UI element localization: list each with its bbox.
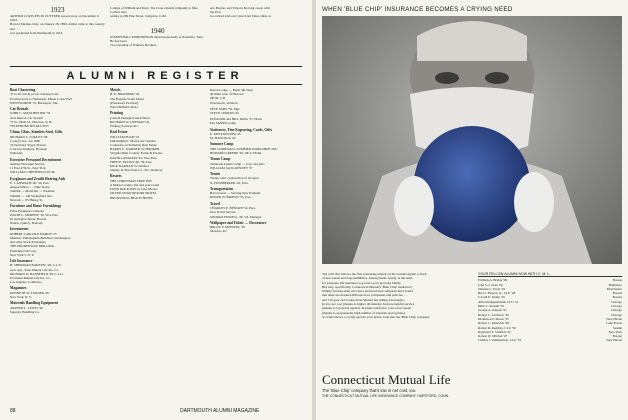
ad-headline: WHEN 'BLUE CHIP' INSURANCE BECOMES A CRYING NEED	[322, 6, 513, 13]
agent-name: Raymond F. Schmidt '43	[478, 329, 511, 334]
register-category: Eyeglasses and Zenith Hearing Aids	[10, 176, 66, 181]
register-entry: FRED E. ELLIOT JR. '36, Pres.	[110, 159, 153, 164]
register-entry: Stanley R. Bowlwell Co., Inc., Realtors	[110, 168, 163, 173]
register-column-1	[10, 88, 105, 404]
class-note-text: Born in Medina, Italy, on January 28, 1899, Arthur came to this country and	[10, 22, 105, 31]
agent-city: Boston	[612, 295, 622, 300]
register-entry: New York 5, N. Y.	[10, 252, 35, 257]
agent-name: Thomas C. Freel '18	[478, 286, 505, 291]
class-note-1940	[110, 6, 205, 47]
register-entry: DAVID LANGDON '42, Vice-Pres.	[110, 155, 158, 160]
agent-name: Robert W. Mitchel '47	[478, 334, 508, 339]
register-category: Real Estate	[110, 130, 128, 135]
register-entry: The Bayside South Motel	[110, 96, 144, 101]
register-category: Life Insurance	[10, 258, 33, 263]
divider	[10, 66, 302, 67]
ad-copy-line: (thanks to an unusually high number of benefits and options).	[322, 310, 406, 315]
class-note-text: was graduated from Dartmouth in 1923.	[10, 30, 63, 35]
register-entry: THE CHRISTMAS TREE INN	[110, 178, 152, 183]
register-category: Travel	[210, 201, 220, 206]
agent-city: Boston	[612, 334, 622, 339]
agent-city: Chicago	[611, 312, 622, 317]
class-year: 1940	[150, 26, 165, 35]
register-entry: RICHARD W. BANSFIELD '49, C.L.U.	[10, 271, 64, 276]
agent-name: Carroll E. Kemp '29	[478, 295, 505, 300]
register-entry: ELEANOR and BILL KING '37, Hosts	[210, 117, 262, 122]
surgeon-baby-photo	[322, 16, 622, 264]
register-entry: PETE SABY '56, Mgr.	[210, 106, 241, 111]
register-column-2	[110, 88, 205, 404]
register-category: Tennis Camp	[210, 157, 231, 162]
register-category: Summer Camp	[210, 142, 234, 147]
register-entry: H. E. BRAINERD '29	[110, 92, 140, 97]
register-entry: N. FUNSBERGER '42, Pres.	[210, 180, 249, 185]
ad-copy-line: The wall that follows the first reassuring smack on the bottom signals a flock	[322, 272, 427, 276]
register-entry: 37 to 40' sail & power cruising boats	[10, 92, 59, 97]
register-column-3	[210, 88, 305, 404]
register-entry: Superior Handling Co.	[10, 309, 40, 314]
agent-city: Chicago	[611, 299, 622, 304]
register-entry: Los Angeles, California	[10, 280, 42, 285]
agent-name: Robert C. Malevich '48	[478, 321, 509, 326]
register-category: Magazines	[10, 286, 27, 291]
class-note-text: JOSEPH HALL EDMONDSON died unexpectedly at Nashville, Tenn. He had been	[110, 34, 204, 43]
brand-address: THE CONNECTICUT MUTUAL LIFE INSURANCE COMPANY, HARTFORD, CONN.	[322, 394, 449, 398]
agent-name: Dilin C. Krusell '32	[478, 304, 504, 309]
agent-city: New Haven	[606, 316, 622, 321]
ad-copy-line: (thanks to top-notch agents). In plans tailored to your exact needs	[322, 306, 411, 311]
agent-city: Boston	[612, 291, 622, 296]
register-entry: GEORGE POWELL, JR. '43, Manager	[210, 214, 262, 219]
agent-city: New Haven	[606, 338, 622, 343]
agent-name: William A. Bridge '09	[478, 278, 508, 283]
register-entry: ROGER W. BROWN '53, Pres.	[210, 195, 252, 200]
class-note-text: vice president of Whitney Brothers.	[110, 43, 158, 48]
register-entry: Summit — 140 Springfield Ave.	[10, 193, 53, 198]
register-entry: Tennis court construction of all types	[210, 176, 259, 181]
register-entry: Barrowcrest — Serving New England	[210, 191, 261, 196]
ad-body-copy	[322, 272, 472, 319]
register-entry: Newark — 85 Halsey St.	[10, 197, 44, 202]
register-entry: E. KENYON (SIB) '43	[210, 132, 241, 137]
register-entry: Tamarack Tennis Camp — boys and girls	[210, 161, 265, 166]
register-entry: (Firestone's Pavilion)	[110, 100, 139, 105]
register-entry: JOHN C. MANCHESTER '33	[10, 111, 51, 116]
register-entry: ROBERT CARLISLE HARDY '25	[10, 231, 57, 236]
register-entry: RICHARD L. COOLEY '28	[10, 134, 48, 139]
register-entry: Member: Philadelphia-Baltimore-Washington	[10, 235, 71, 240]
ad-copy-line: and 119-year-old Connecticut Mutual has telling advantages.	[322, 297, 405, 302]
register-entry: Summit — Montclair — Paramus	[10, 189, 55, 194]
register-entry: West Hadfield, Mass.	[110, 105, 139, 110]
register-entry: Virginia Hunt Country Farms & Estates	[110, 151, 163, 156]
register-entry: DICK KARNAN '52, Realtor	[110, 164, 150, 169]
agent-city: New York	[608, 329, 622, 334]
agent-name: Alfred Klingensmith, CLU '31	[478, 299, 519, 304]
register-entry: RICHARD W. LIPPMAN '42	[110, 119, 150, 124]
register-entry: Fax SKIPPA Lodge	[210, 121, 236, 126]
ad-photo	[322, 16, 622, 264]
class-note-text: College of William and Mary. The Class extends sympathy to Mrs. Colbert who	[110, 6, 199, 15]
register-entry: SILVER SWAN RESORT MOTEL	[110, 191, 157, 196]
register-entry: 40 miles west of Hanover	[210, 92, 244, 97]
register-entry: A Maine Country Inn and year-round	[110, 183, 160, 188]
page-number: 88	[10, 408, 16, 414]
register-category: Car Rentals	[10, 107, 29, 112]
register-category: Wallpaper and Fabric — Decorators	[210, 220, 267, 225]
register-entry: BRUCE F. MONSON, '56	[210, 225, 245, 230]
register-category: Resorts	[110, 174, 122, 179]
register-entry: CHARLES E. BENSON '52, Pres.	[210, 206, 256, 211]
register-entry: WENTWORTH '37, Bucksport, Me.	[10, 100, 59, 105]
register-entry: 73 So. Main St., Hanover, N. H.	[10, 119, 53, 124]
agent-city: Boston	[612, 278, 622, 283]
register-category: Boat Chartering	[10, 88, 36, 92]
register-title: ALUMNI REGISTER	[66, 70, 244, 82]
agent-name: George A. Kerpan '41	[478, 308, 507, 313]
register-entry: KENNETH W. TURNER '28	[10, 290, 49, 295]
class-note-continued	[210, 6, 305, 19]
register-entry: Avis Rent-A-Car System	[10, 115, 43, 120]
register-entry: Don Travel Service	[210, 210, 236, 215]
register-entry: Paine Furniture Company	[10, 208, 45, 213]
register-entry: WILLIAM I. SHEFFIELD III '46	[10, 170, 55, 175]
divider	[10, 84, 302, 85]
register-entry: Cooley's Inc., est 1860	[10, 138, 40, 143]
register-entry: Prudential Oil Corp.	[10, 248, 37, 253]
register-entry: THE PRUDENTIAL DRILLING	[10, 244, 55, 249]
agent-city: Lake Forest	[606, 321, 622, 326]
agent-name: Robert D. Ruddley, CLU '50	[478, 325, 516, 330]
register-entry: Wellesley	[10, 151, 23, 156]
magazine-footer: DARTMOUTH ALUMNI MAGAZINE	[180, 408, 260, 414]
class-year: 1923	[50, 6, 65, 14]
register-category: Motels	[110, 88, 121, 92]
register-entry: Anshen Personnel Service	[10, 162, 45, 167]
register-category: China, Glass, Stainless Steel, Gifts	[10, 130, 63, 135]
register-entry: Monson, Inc.	[210, 229, 228, 234]
register-entry: STEVE CHOPOS '42	[210, 111, 239, 116]
register-entry: TELEPHONE 603-643-3553	[10, 124, 49, 129]
agent-name: Bert L. Heston, Jr., CLU '28	[478, 291, 516, 296]
brand-name: Connecticut Mutual Life	[322, 372, 451, 387]
register-entry: 34 Newbury Street, Boston	[10, 143, 46, 148]
register-entry: HOWARD GREENE '20, OF 4-YEAR	[210, 151, 262, 156]
register-entry: DAVID C. MURPHY '39, Vice Pres.	[10, 212, 59, 217]
class-note-text: the Post.	[210, 10, 222, 15]
ad-copy-line: of new needs and responsibilities. Among them, surely, is the need	[322, 276, 413, 281]
agent-city: Seattle	[613, 325, 622, 330]
register-entry: and other Stock Exchanges	[10, 240, 46, 245]
register-entry: Gen. Agt., State Mutual Life Ins. Co.	[10, 267, 59, 272]
register-entry: Razon Lodge — Basin Ski Shop	[210, 88, 253, 92]
register-category: Materials Handling Equipment	[10, 301, 59, 306]
agent-name: John S. Cowan '26	[478, 282, 503, 287]
ad-copy-line: for adequate life insurance to protect your growing family.	[322, 280, 402, 285]
register-entry: Provincetown to Nantucket, Maine Coast, FAS	[10, 96, 72, 101]
alumni-agents-list	[478, 272, 622, 343]
register-category: Transportation	[210, 186, 234, 191]
register-category: Furniture and Home Furnishings	[10, 204, 62, 209]
register-entry: Provident Mutual Life Ins. Co.	[10, 275, 51, 280]
register-category: Executive Personnel Recruitment	[10, 157, 62, 162]
class-note-text: Joe retired with our Class from Tulsa, Okla. to	[210, 14, 272, 19]
register-entry: Concord, Danbury, Hyannis	[10, 147, 47, 152]
register-entry: ARTHUR L. LEWIS '46	[10, 305, 43, 310]
register-entry: Anspach Bros. — Nine Stores	[10, 185, 50, 190]
left-page	[0, 0, 312, 420]
register-entry: BRUNSWICK BEACH HOTEL	[110, 195, 154, 200]
register-entry: THE CORNWALL-SUMMER WORKSHOP, INC.	[210, 146, 278, 151]
brand-tagline: The 'Blue Chip' company that's low in net cost, too.	[322, 388, 417, 393]
ad-copy-line: But why, specifically, Connecticut Mutual's 'Blue Chip' insurance?	[322, 284, 413, 289]
register-entry: Natick, Quincy, Peabody	[10, 221, 43, 226]
register-entry: WILLIAM JACK KENNEY '37	[210, 165, 253, 170]
class-note-text: resides at 209 Pine Street, Lafayette, Calif.	[110, 14, 167, 19]
register-entry: Counselor on Suburban Real Estate	[110, 143, 157, 148]
register-entry: Woodstock, Vermont	[210, 100, 238, 105]
register-entry: H. SHERIDAN BAKETEL '26, C.L.U.	[10, 263, 62, 268]
register-category: Stationery, Fine Engraving, Cards, Gifts	[210, 127, 272, 132]
register-category: Investments	[10, 227, 29, 232]
agent-row	[478, 338, 622, 342]
register-entry: E. J. ANSPACH JR. '36, Pres.	[10, 181, 50, 186]
agent-city: Baltimore	[608, 282, 622, 287]
right-page	[316, 0, 628, 420]
register-category: Printing	[110, 111, 123, 116]
ad-copy-line: So when there's a crying need in your home, look into the 'Blue Chip' company.	[322, 314, 431, 319]
register-entry: WILLIAM PUGH '23	[110, 134, 140, 139]
class-note-1923	[10, 6, 105, 35]
register-entry: 81 Arlington Street, Boston	[10, 216, 47, 221]
ad-copy-line: that there are marked differences in companies and policies. . .	[322, 293, 407, 298]
ad-copy-line: In low net cost (thanks to higher dividends). In more helpful service	[322, 302, 415, 307]
register-entry: Custom Designed and Printed	[110, 115, 150, 120]
agents-title: YOUR FELLOW ALUMNI NOW WITH C. M. L.	[478, 272, 622, 277]
ad-copy-line: Simply because men who have analyzed and compared have found	[322, 289, 413, 294]
register-entry: New York, N. Y.	[10, 294, 32, 299]
class-note-text: ern, Boston, and Tulsa in his long career with	[210, 6, 270, 10]
register-entry: Printing Services Inc.	[110, 124, 139, 129]
register-entry: HARRY C. WARNER '22, BROKER	[110, 147, 160, 152]
agent-name: Charles J. Zimmerman, CLU '53	[478, 338, 522, 343]
register-entry: 11 East 47th St., New York	[10, 166, 46, 171]
class-note-text: ARTHUR LOUIS FELIX CUTTNER passed away on December 9, 1964.	[10, 14, 100, 23]
register-entry: Off Rt. 5-D	[210, 96, 226, 101]
register-entry: Philadelphia's "Main Line" Realtor	[110, 138, 157, 143]
agent-city: Manchester	[606, 286, 622, 291]
agent-name: Dickinson P. Morse '35	[478, 316, 509, 321]
register-entry: LOON ROCK INN on Lake Morey	[110, 187, 157, 192]
agent-city: Chicago	[611, 304, 622, 309]
register-entry: M. HANCOCK '42	[210, 136, 236, 141]
agent-name: Robert C. Levinson '36	[478, 312, 509, 317]
register-category: Tennis	[210, 172, 221, 177]
agent-city: Chicago	[611, 308, 622, 313]
